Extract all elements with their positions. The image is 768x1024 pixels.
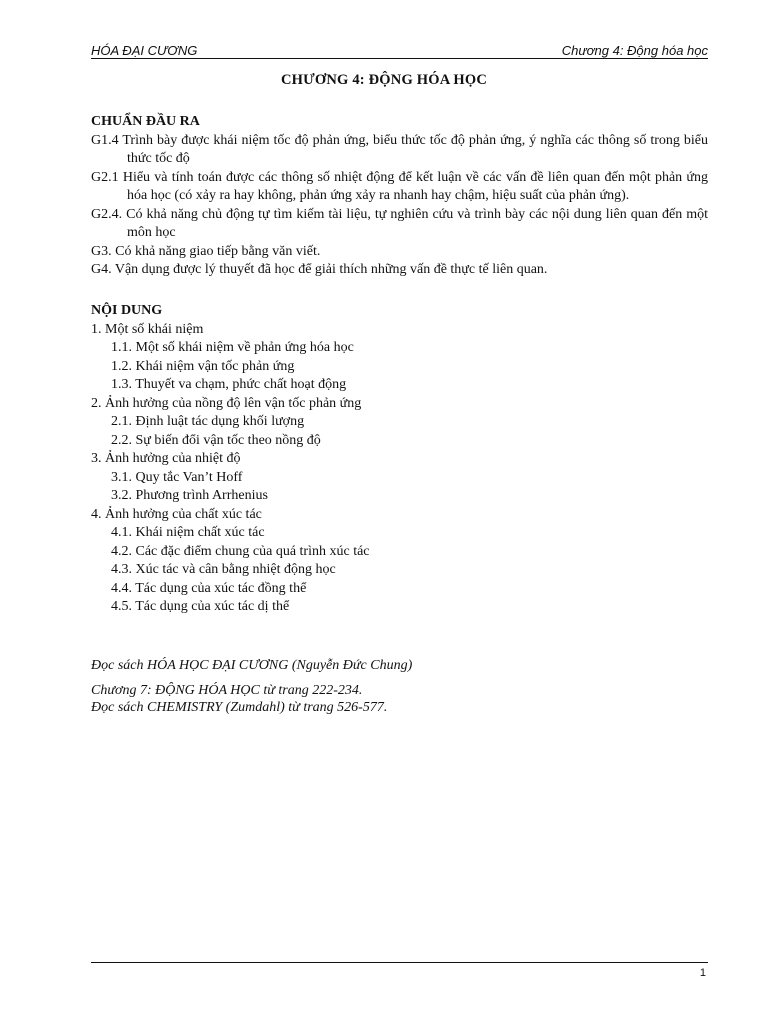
contents-subitem: 4.4. Tác dụng của xúc tác đồng thể xyxy=(111,580,307,596)
reading-references xyxy=(91,657,708,716)
contents-subitem: 1.1. Một số khái niệm về phản ứng hóa học xyxy=(111,340,354,355)
contents-subitem: 4.2. Các đặc điểm chung của quá trình xúc tác xyxy=(111,543,370,559)
contents-subitem: 3.2. Phương trình Arrhenius xyxy=(111,488,268,503)
header-course-title: HÓA ĐẠI CƯƠNG xyxy=(91,43,198,58)
outcome-item: G4. Vận dụng được lý thuyết đã học để giải thích những vấn đề thực tế liên quan. xyxy=(91,262,548,277)
chapter-title: CHƯƠNG 4: ĐỘNG HÓA HỌC xyxy=(280,72,488,88)
contents-item: 2. Ảnh hưởng của nồng độ lên vận tốc phản ứng xyxy=(91,395,362,411)
contents-subitem: 4.3. Xúc tác và cân bằng nhiệt động học xyxy=(111,562,336,577)
contents-subitem: 1.2. Khái niệm vận tốc phản ứng xyxy=(111,358,295,374)
contents-section xyxy=(91,302,708,617)
contents-subitem: 2.1. Định luật tác dụng khối lượng xyxy=(111,414,305,429)
outcome-item: G1.4 Trình bày được khái niệm tốc độ phản ứng, biểu thức tốc độ phản ứng, ý nghĩa các thông số trong biểu thức tốc độ xyxy=(91,132,708,166)
reference-line: Đọc sách CHEMISTRY (Zumdahl) từ trang 526-577. xyxy=(91,700,388,715)
header-chapter-title: Chương 4: Động hóa học xyxy=(561,43,708,58)
contents-subitem: 4.1. Khái niệm chất xúc tác xyxy=(111,525,265,540)
outcome-item: G3. Có khả năng giao tiếp bằng văn viết. xyxy=(91,243,321,259)
reference-gap xyxy=(91,674,708,682)
header-rule xyxy=(91,58,708,59)
contents-subitem: 3.1. Quy tắc Van’t Hoff xyxy=(111,469,243,485)
contents-item: 4. Ảnh hưởng của chất xúc tác xyxy=(91,506,262,522)
footer-rule xyxy=(91,962,708,963)
contents-heading: NỘI DUNG xyxy=(91,303,163,318)
outcome-item: G2.4. Có khả năng chủ động tự tìm kiếm tài liệu, tự nghiên cứu và trình bày các nội dung liên quan đến một môn học xyxy=(91,206,708,240)
contents-item: 3. Ảnh hưởng của nhiệt độ xyxy=(91,451,241,466)
contents-subitem: 1.3. Thuyết va chạm, phức chất hoạt động xyxy=(111,377,347,392)
page-number: 1 xyxy=(699,967,706,979)
reference-line: Đọc sách HÓA HỌC ĐẠI CƯƠNG (Nguyễn Đức Chung) xyxy=(91,658,413,673)
learning-outcomes-section xyxy=(91,113,708,280)
learning-outcomes-heading: CHUẨN ĐẦU RA xyxy=(91,114,200,129)
running-header xyxy=(91,40,708,58)
contents-item: 1. Một số khái niệm xyxy=(91,321,204,337)
outcome-item: G2.1 Hiểu và tính toán được các thông số nhiệt động để kết luận về các vấn đề liên quan đến một phản ứng hóa học (có xảy ra hay không, phản ứng xảy ra nhanh hay chậm, hiệu suất của phản ứng). xyxy=(91,169,708,203)
contents-subitem: 2.2. Sự biến đổi vận tốc theo nồng độ xyxy=(111,432,321,448)
contents-subitem: 4.5. Tác dụng của xúc tác dị thể xyxy=(111,599,290,614)
reference-line: Chương 7: ĐỘNG HÓA HỌC từ trang 222-234. xyxy=(91,683,363,698)
